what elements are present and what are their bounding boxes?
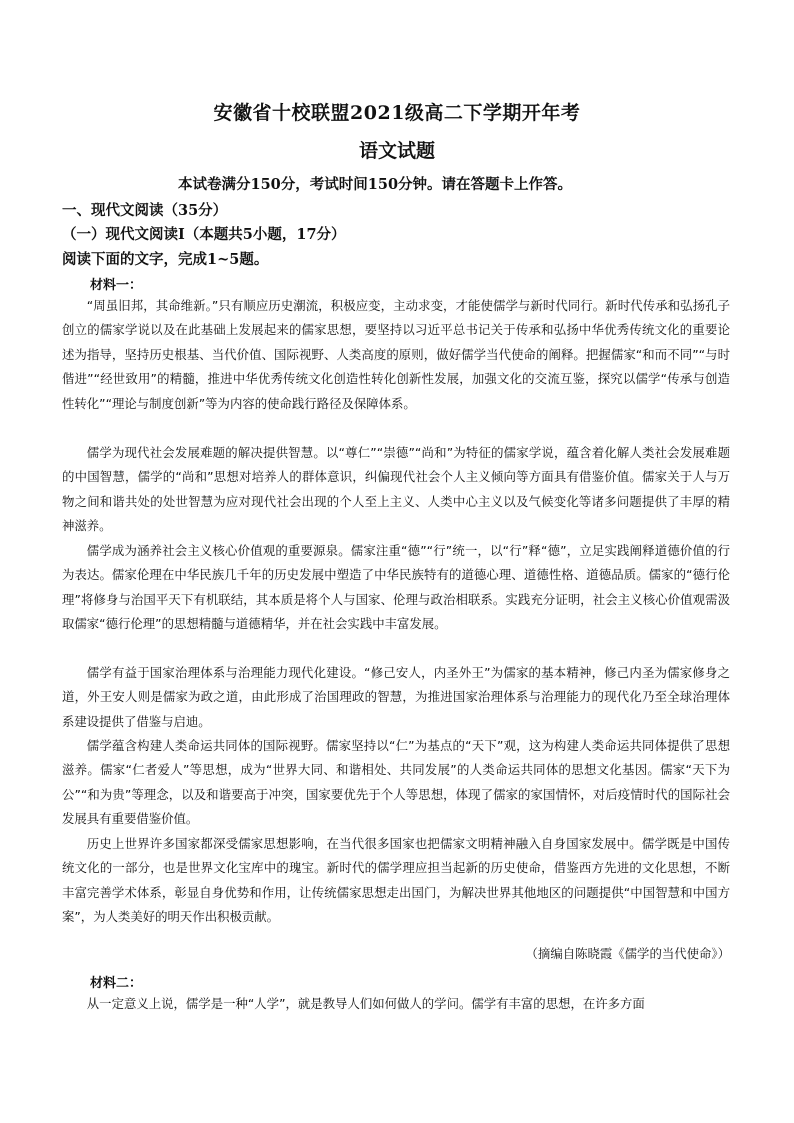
exam-title: 安徽省十校联盟2021级高二下学期开年考 xyxy=(213,102,581,124)
material1-paragraph: 儒学蕴含构建人类命运共同体的国际视野。儒家坚持以“仁”为基点的“天下”观，这为构建人类命运共同体提供了思想滋养。儒家“仁者爱人”等思想，成为“世界大同、和谐相处、共同发展”的人类命运共同体的思想文化基因。儒家“天下为公”“和为贵”等理念，以及和谐要高于冲突，国家要优先于个人等思想，体现了儒家的家国情怀，对后疫情时代的国际社会发展具有重要借鉴价值。 xyxy=(62,738,730,827)
material1-paragraph: “周虽旧邦，其命维新。”只有顺应历史潮流，积极应变，主动求变，才能使儒学与新时代同行。新时代传承和弘扬孔子创立的儒家学说以及在此基础上发展起来的儒家思想，要坚持以习近平总书记关于传承和弘扬中华优秀传统文化的重要论述为指导，坚持历史根基、当代价值、国际视野、人类高度的原则，做好儒学当代使命的阐释。把握儒家“和而不同”“与时偕进”“经世致用”的精髓，推进中华优秀传统文化创造性转化创新性发展，加强文化的交流互鉴，探究以儒学“传承与创造性转化”“理论与制度创新”等为内容的使命践行路径及保障体系。 xyxy=(62,298,730,411)
material2-label: 材料二： xyxy=(90,976,143,991)
material2-paragraph: 从一定意义上说，儒学是一种“人学”，就是教导人们如何做人的学问。儒学有丰富的思想，在许多方面 xyxy=(86,996,645,1011)
material1-paragraph: 儒学有益于国家治理体系与治理能力现代化建设。“修己安人，内圣外王”为儒家的基本精神，修己内圣为儒家修身之道，外王安人则是儒家为政之道，由此形成了治国理政的智慧，为推进国家治理体系与治理能力的现代化乃至全球治理体系建设提供了借鉴与启迪。 xyxy=(62,665,730,729)
material1-source: （摘编自陈晓霞《儒学的当代使命》） xyxy=(525,946,730,961)
section-heading-part1: 一、现代文阅读（35分） xyxy=(62,202,228,219)
exam-subtitle: 语文试题 xyxy=(358,140,435,162)
exam-notice: 本试卷满分150分，考试时间150分钟。请在答题卡上作答。 xyxy=(178,176,573,193)
material1-paragraph: 儒学为现代社会发展难题的解决提供智慧。以“尊仁”“崇德”“尚和”为特征的儒家学说，蕴含着化解人类社会发展难题的中国智慧，儒学的“尚和”思想对培养人的群体意识，纠偏现代社会个人主义倾向等方面具有借鉴价值。儒家关于人与万物之间和谐共处的处世智慧为应对现代社会出现的个人至上主义、人类中心主义以及气候变化等诸多问题提供了丰厚的精神滋养。 xyxy=(62,445,730,534)
material1-paragraph: 历史上世界许多国家都深受儒家思想影响，在当代很多国家也把儒家文明精神融入自身国家发展中。儒学既是中国传统文化的一部分，也是世界文化宝库中的瑰宝。新时代的儒学理应担当起新的历史使命，借鉴西方先进的文化思想，不断丰富完善学术体系，彰显自身优势和作用，让传统儒家思想走出国门，为解决世界其他地区的问题提供“中国智慧和中国方案”，为人类美好的明天作出积极贡献。 xyxy=(62,836,730,925)
reading-instruction: 阅读下面的文字，完成1~5题。 xyxy=(62,251,269,268)
section-heading-part1-sub: （一）现代文阅读Ⅰ（本题共5小题，17分） xyxy=(62,226,346,243)
material1-label: 材料一： xyxy=(90,278,143,293)
material1-paragraph: 儒学成为涵养社会主义核心价值观的重要源泉。儒家注重“德”“行”统一，以“行”释“德”，立足实践阐释道德价值的行为表达。儒家伦理在中华民族几千年的历史发展中塑造了中华民族特有的道德心理、道德性格、道德品质。儒家的“德行伦理”将修身与治国平天下有机联结，其本质是将个人与国家、伦理与政治相联系。实践充分证明，社会主义核心价值观需汲取儒家“德行伦理”的思想精髓与道德精华，并在社会实践中丰富发展。 xyxy=(62,543,730,632)
